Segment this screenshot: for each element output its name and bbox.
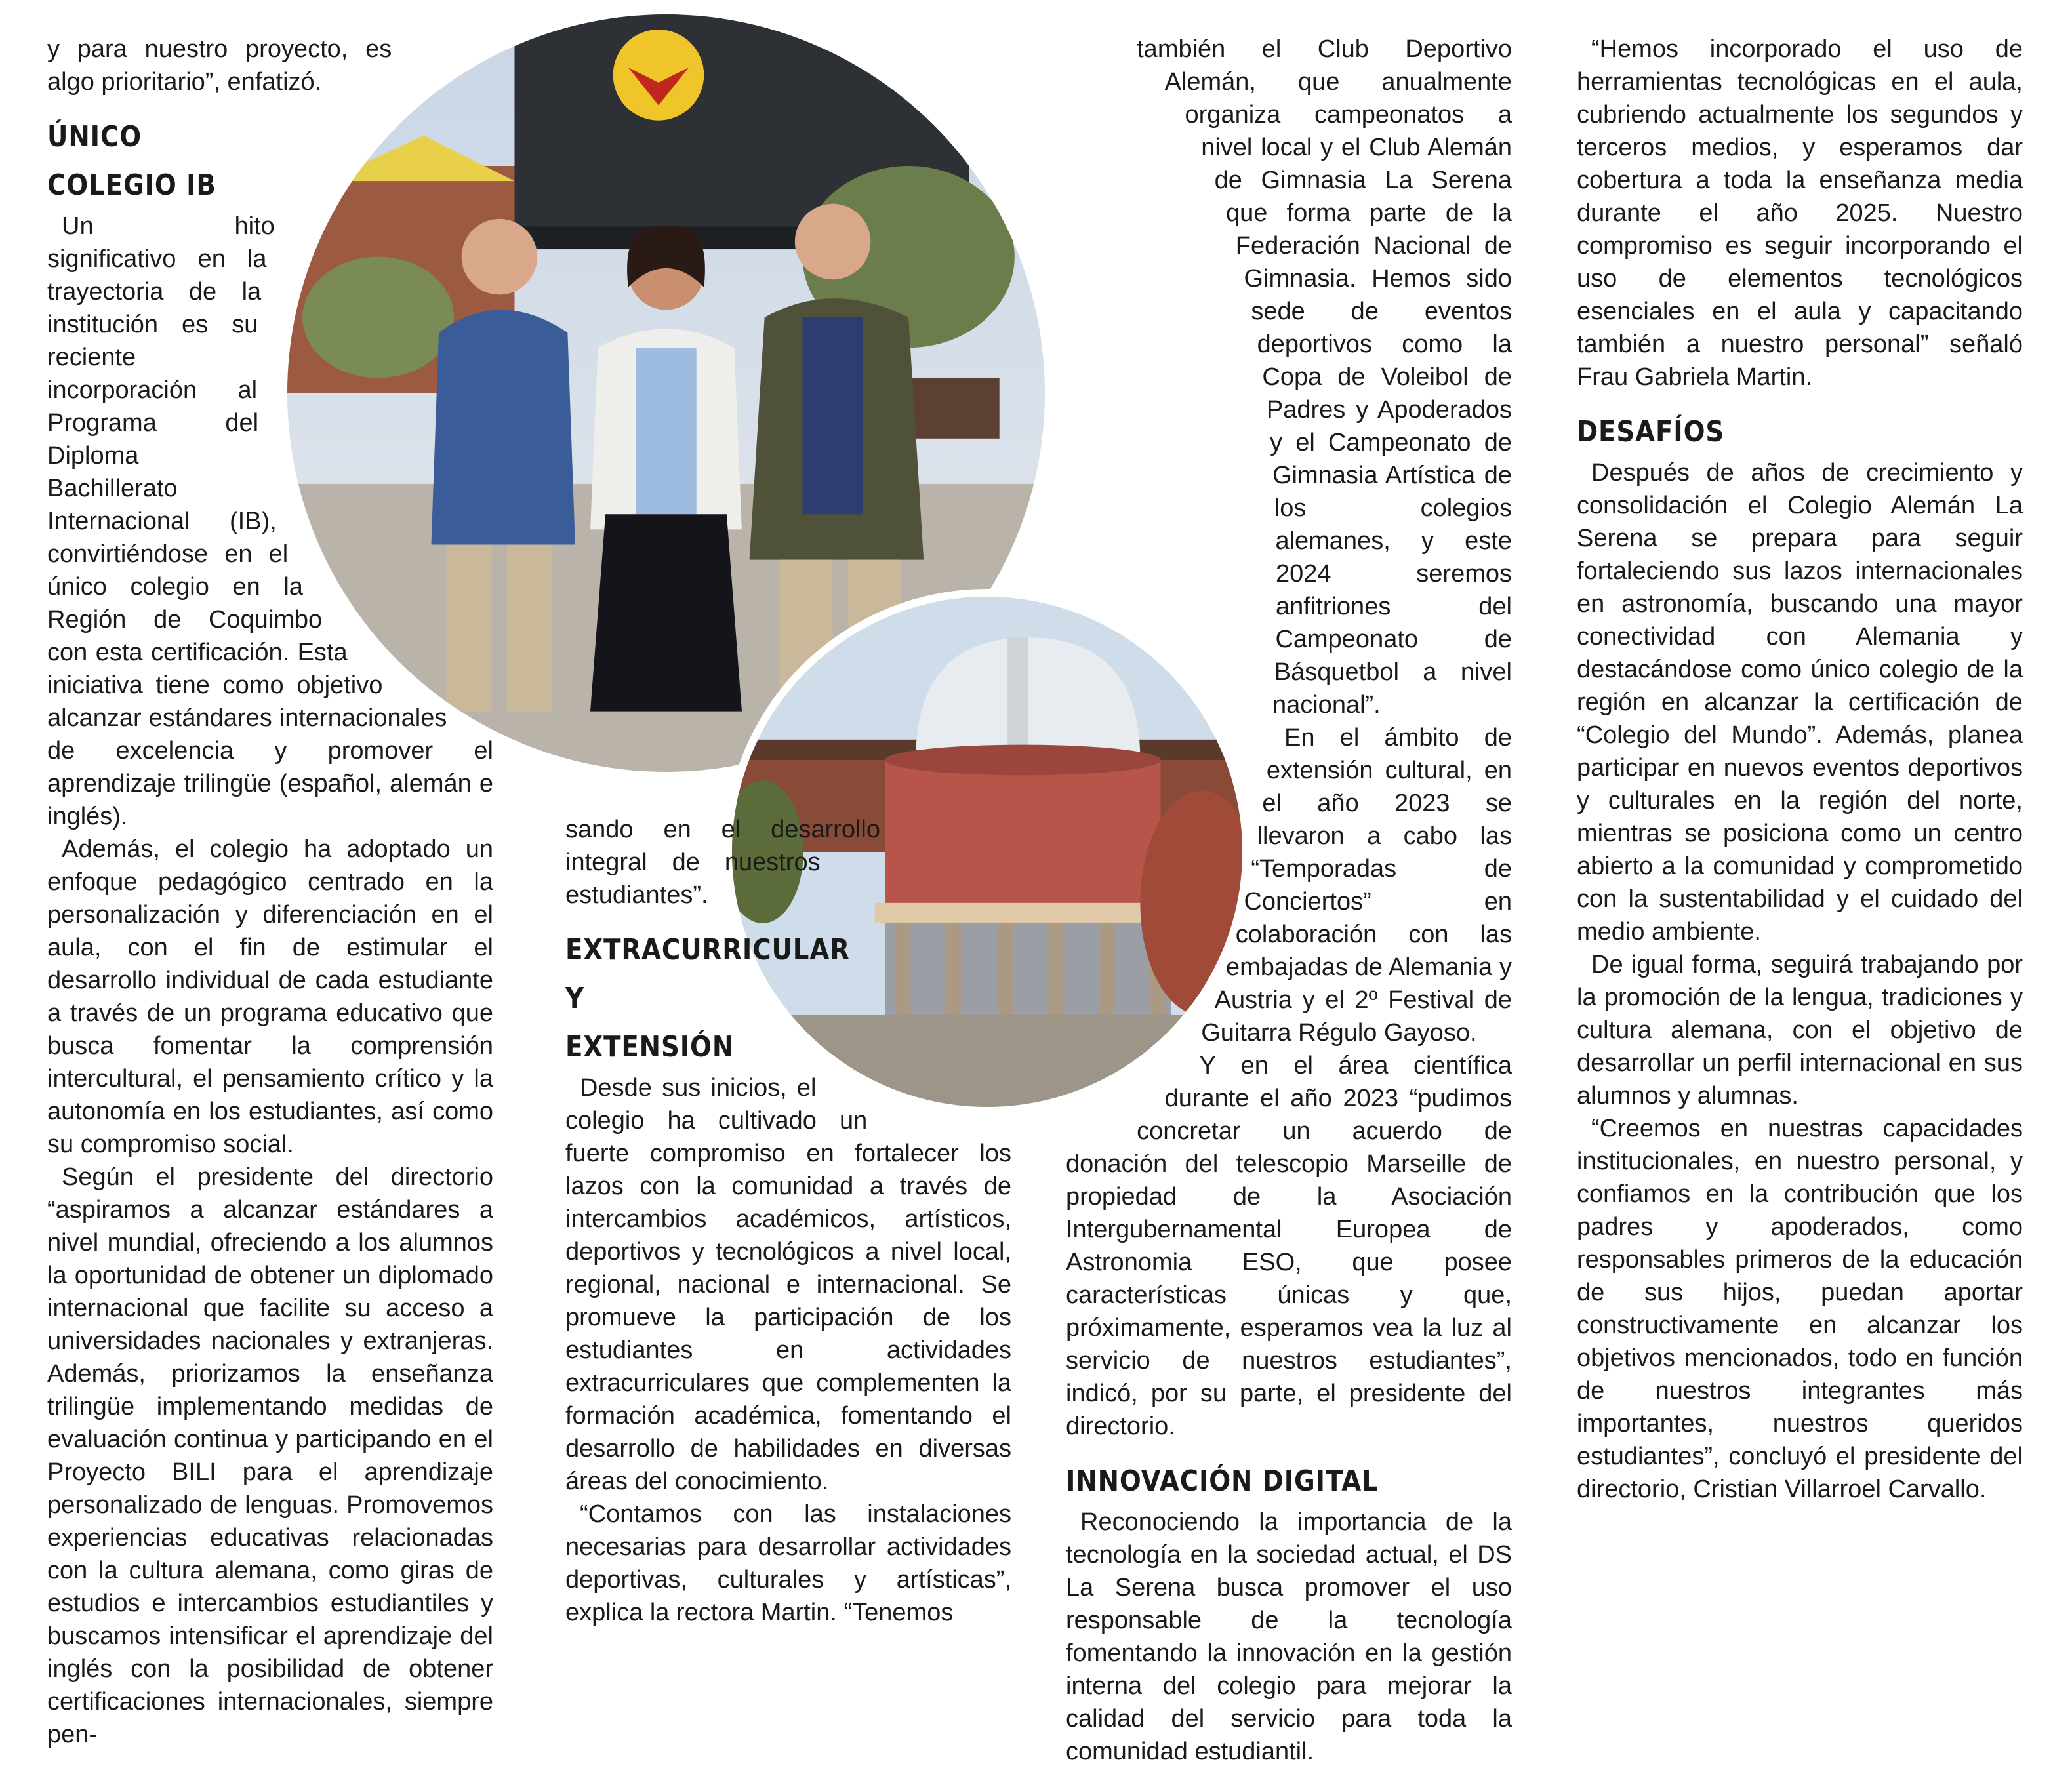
column-2 [565, 33, 1011, 1629]
paragraph: De igual forma, seguirá trabajando por la promoción de la lengua, tradiciones y cultura alemana, con el objetivo de desarrollar un perfil internacional en sus alumnos y alumnas. [1577, 951, 2023, 1110]
section-heading: EXTRACURRICULAR Y EXTENSIÓN [565, 933, 850, 1064]
section-heading: ÚNICO COLEGIO IB [47, 120, 216, 202]
paragraph: Reconociendo la importancia de la tecnología en la sociedad actual, el DS La Serena busca promover el uso responsable de la tecnología fomentando la innovación en la gestión interna del colegio para mejorar la calidad del servicio para toda la comunidad estudiantil. [1066, 1508, 1512, 1765]
paragraph: Según el presidente del directorio “aspiramos a alcanzar estándares a nivel mundial, ofreciendo a los alumnos la oportunidad de obtener un diplomado internacional que facilite su acceso a universidades nacionales y extranjeras. Además, priorizamos la enseñanza trilingüe implementando medidas de evaluación continua y participando en el Proyecto BILI para el aprendizaje personalizado de lenguas. Promovemos experiencias educativas relacionadas con la cultura alemana, como giras de estudios e intercambios estudiantiles y buscamos intensificar el aprendizaje del inglés con la posibilidad de obtener certificaciones internacionales, siempre pen- [47, 1163, 493, 1748]
section-heading: DESAFÍOS [1577, 415, 1725, 449]
paragraph: Después de años de crecimiento y consolidación el Colegio Alemán La Serena se prepara para seguir fortaleciendo sus lazos internacionales en astronomía, buscando una mayor conectividad con Alemania y destacándose como único colegio de la región en alcanzar la certificación de “Colegio del Mundo”. Además, planea participar en nuevos eventos deportivos y culturales en la región del norte, mientras se posiciona como un centro abierto a la comunidad y comprometido con la sustentabilidad y el cuidado del medio ambiente. [1577, 459, 2023, 946]
column-1 [47, 33, 493, 1751]
column-3 [1066, 33, 1512, 1768]
section-heading: INNOVACIÓN DIGITAL [1066, 1464, 1379, 1498]
column-4 [1577, 33, 2023, 1506]
paragraph: “Contamos con las instalaciones necesarias para desarrollar actividades deportivas, culturales y artísticas”, explica la rectora Martin. “Tenemos [565, 1500, 1011, 1626]
paragraph: Desde sus inicios, el colegio ha cultivado un fuerte compromiso en fortalecer los lazos con la comunidad a través de intercambios académicos, artísticos, deportivos y tecnológicos a nivel local, regional, nacional e internacional. Se promueve la participación de los estudiantes en actividades extracurriculares que complementen la formación académica, fomentando el desarrollo de habilidades en diversas áreas del conocimiento. [565, 1074, 1011, 1495]
paragraph: “Creemos en nuestras capacidades institucionales, en nuestro personal, y confiamos en la contribución que los padres y apoderados, como responsables primeros de la educación de sus hijos, puedan aportar constructivamente en alcanzar los objetivos mencionados, todo en función de nuestros integrantes más importantes, nuestros queridos estudiantes”, concluyó el presidente del directorio, Cristian Villarroel Carvallo. [1577, 1115, 2023, 1503]
paragraph: sando en el desarrollo integral de nuestros estudiantes”. [565, 816, 880, 909]
paragraph: “Hemos incorporado el uso de herramientas tecnológicas en el aula, cubriendo actualmente los segundos y terceros medios, y esperamos dar cobertura a toda la enseñanza media durante el año 2025. Nuestro compromiso es seguir incorporando el uso de elementos tecnológicos esenciales en el aula y capacitando también a nuestro personal” señaló Frau Gabriela Martin. [1577, 35, 2023, 391]
paragraph: Además, el colegio ha adoptado un enfoque pedagógico centrado en la personalización y diferenciación en el aula, con el fin de estimular el desarrollo individual de cada estudiante a través de un programa educativo que busca fomentar la comprensión intercultural, el pensamiento crítico y la autonomía en los estudiantes, así como su compromiso social. [47, 835, 493, 1158]
paragraph: Y en el área científica durante el año 2023 “pudimos concretar un acuerdo de donación del telescopio Marseille de propiedad de la Asociación Intergubernamental Europea de Astronomia ESO, que posee características únicas y que, próximamente, esperamos vea la luz al servicio de nuestros estudiantes”, indicó, por su parte, el presidente del directorio. [1066, 1052, 1512, 1440]
paragraph: En el ámbito de extensión cultural, en el año 2023 se llevaron a cabo las “Temporadas de Conciertos” en colaboración con las embajadas de Alemania y Austria y el 2º Festival de Guitarra Régulo Gayoso. [1201, 724, 1512, 1047]
paragraph: Un hito significativo en la trayectoria de la institución es su reciente incorporación al Programa del Diploma Bachillerato Internacional (IB), convirtiéndose en el único colegio en la Región de Coquimbo con esta certificación. Esta iniciativa tiene como objetivo alcanzar estándares internacionales de excelencia y promover el aprendizaje trilingüe (español, alemán e inglés). [47, 212, 493, 830]
paragraph: y para nuestro proyecto, es algo prioritario”, enfatizó. [47, 35, 392, 96]
paragraph: también el Club Deportivo Alemán, que anualmente organiza campeonatos a nivel local y el Club Alemán de Gimnasia La Serena que forma parte de la Federación Nacional de Gimnasia. Hemos sido sede de eventos deportivos como la Copa de Voleibol de Padres y Apoderados y el Campeonato de Gimnasia Artística de los colegios alemanes, y este 2024 seremos anfitriones del Campeonato de Básquetbol a nivel nacional”. [1137, 35, 1512, 719]
